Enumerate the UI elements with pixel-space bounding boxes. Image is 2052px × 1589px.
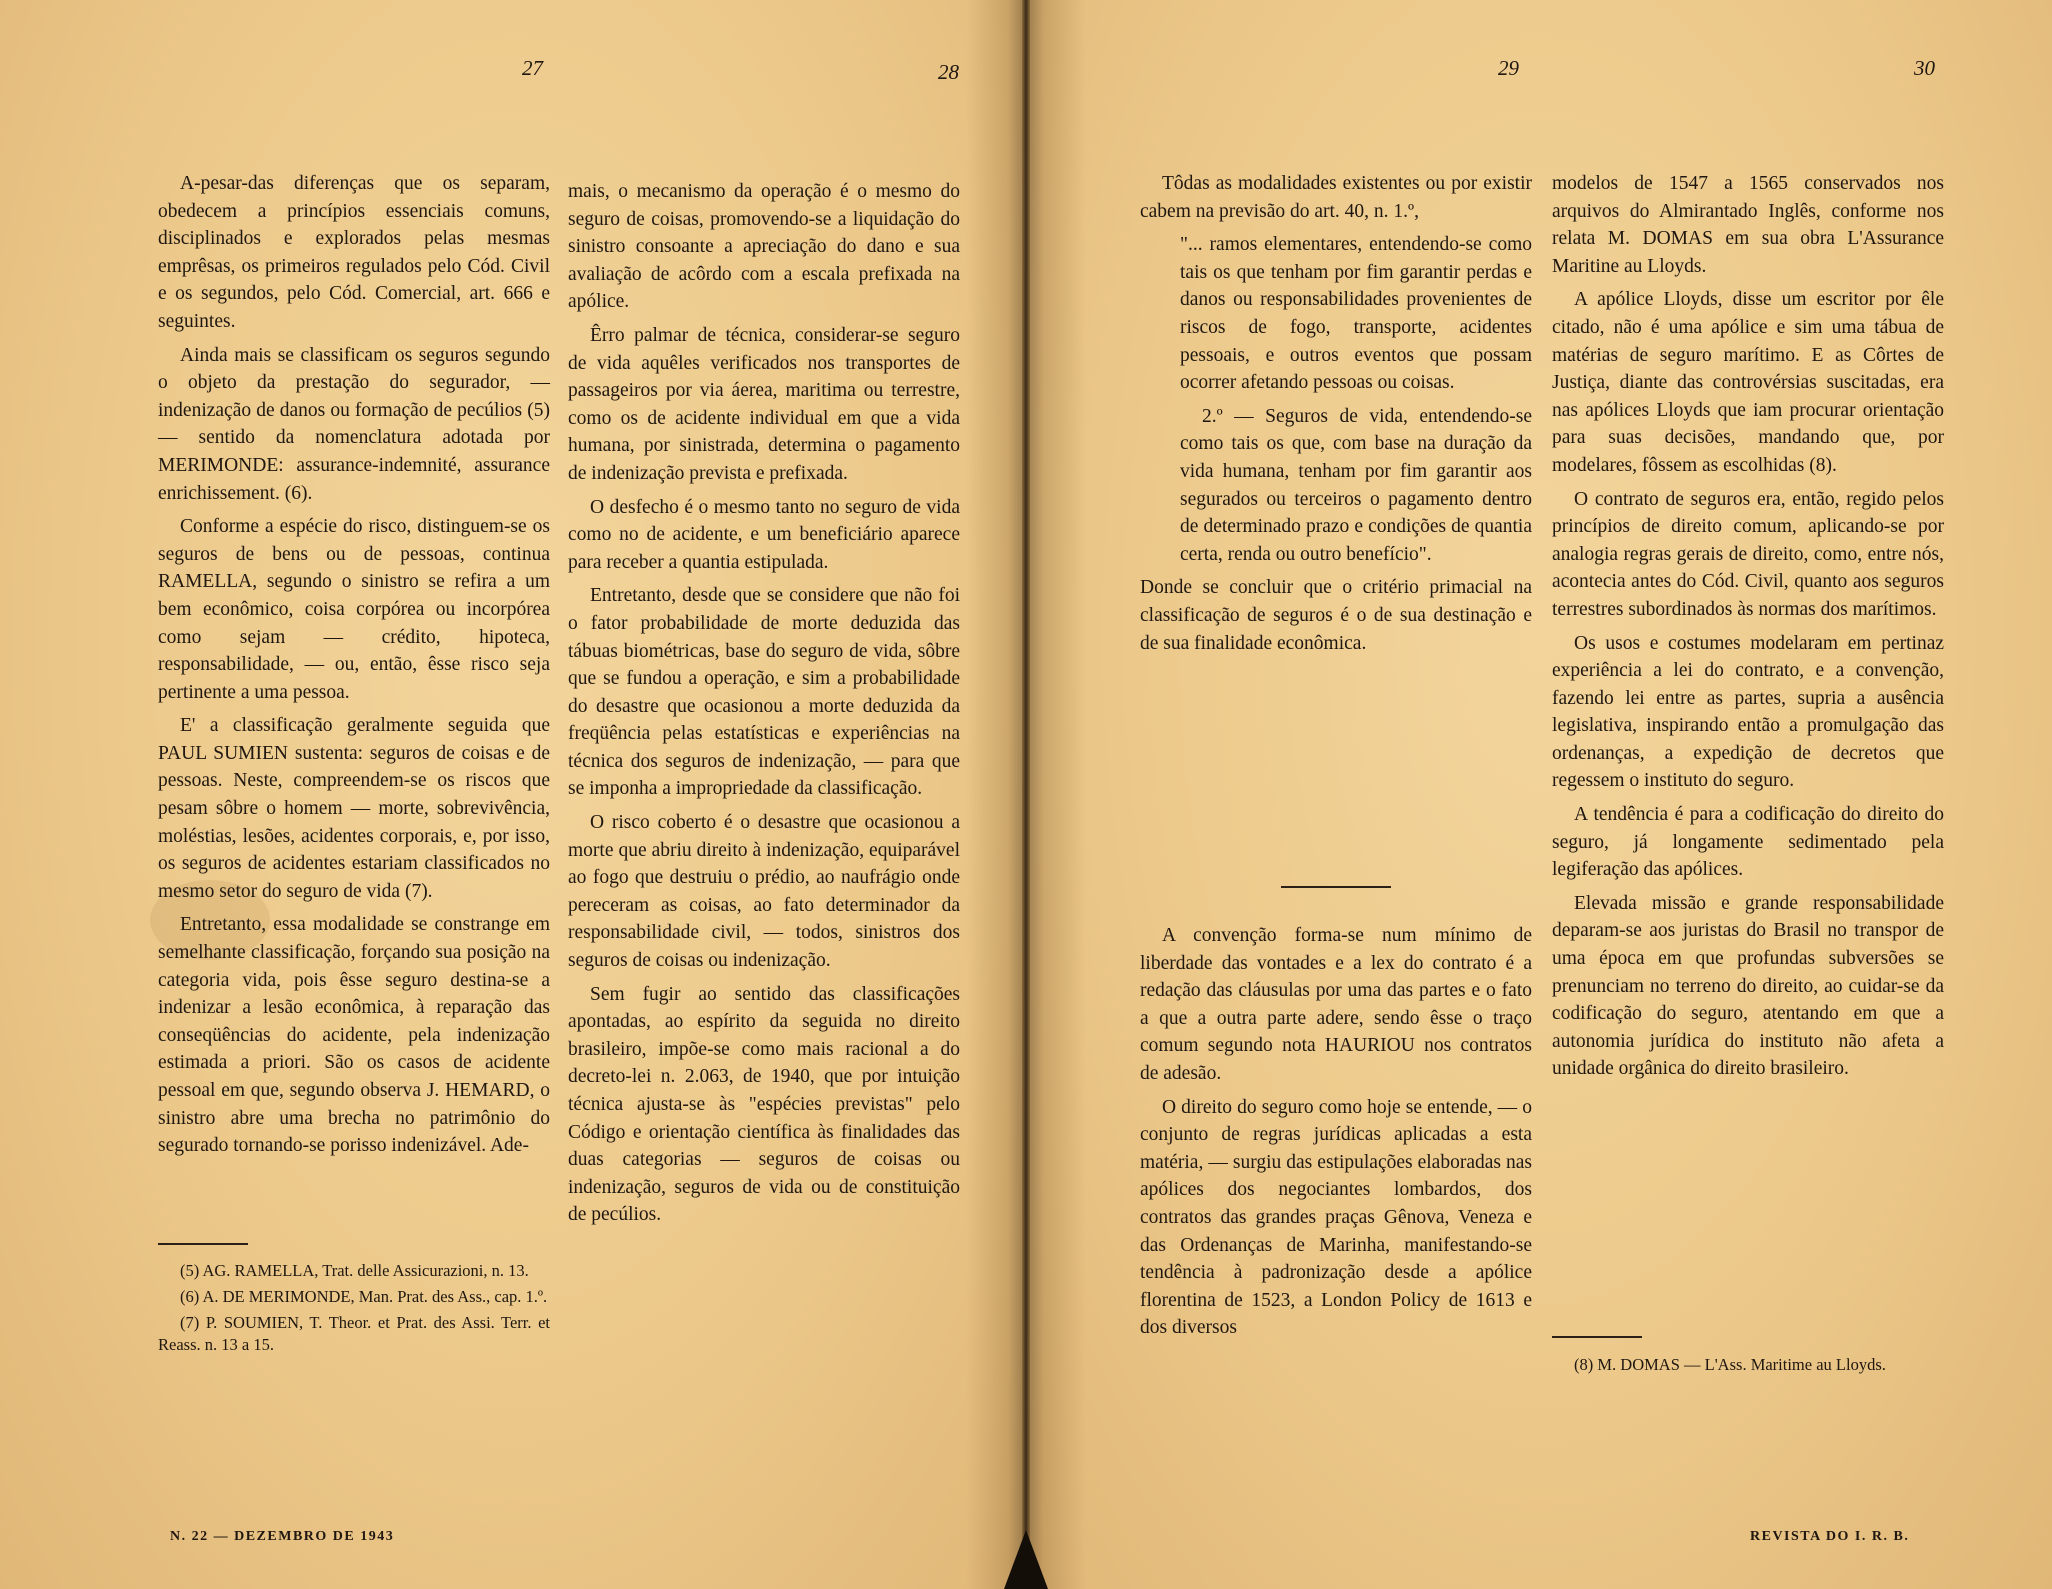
footnotes-page-30 — [1552, 1354, 1944, 1380]
paragraph: Tôdas as modalidades existentes ou por existir cabem na previsão do art. 40, n. 1.º, — [1140, 173, 1532, 222]
paragraph: A tendência é para a codificação do direito do seguro, já longamente sedimentado pela legiferação das apólices. — [1552, 804, 1944, 881]
footnote-5: (5) AG. RAMELLA, Trat. delle Assicurazioni, n. 13. — [180, 1261, 529, 1280]
footnotes-page-27 — [158, 1260, 550, 1360]
paragraph: modelos de 1547 a 1565 conservados nos arquivos do Almirantado Inglês, conforme nos relata M. DOMAS em sua obra L'Assurance Maritine au Lloyds. — [1552, 173, 1944, 277]
paragraph: Sem fugir ao sentido das classificações apontadas, ao espírito da seguida no direito brasileiro, impõe-se como mais racional a do decreto-lei n. 2.063, de 1940, que por intuição técnica ajusta-se às "espécies previstas" pelo Código e orientação científica às finalidades das duas categorias — seguros de coisas ou indenização, seguros de vida ou de constituição de pecúlios. — [568, 983, 960, 1226]
paragraph: Ainda mais se classificam os seguros segundo o objeto da prestação do segurador, — indenização de danos ou formação de pecúlios (5) — sentido da nomenclatura adotada por MERIMONDE: assurance-indemnité, assurance enrichissement. (6). — [158, 344, 550, 504]
footnote-7: (7) P. SOUMIEN, T. Theor. et Prat. des Assi. Terr. et Reass. n. 13 a 15. — [158, 1313, 550, 1354]
paragraph: A convenção forma-se num mínimo de liberdade das vontades e a lex do contrato é a redação das cláusulas por uma das partes e o fato a que a outra parte adere, sendo êsse o traço comum segundo nota HAURIOU nos contratos de adesão. — [1140, 925, 1532, 1084]
section-rule — [1281, 886, 1391, 888]
page-number-27: 27 — [522, 56, 543, 80]
book-spine — [1022, 0, 1030, 1589]
paragraph: Êrro palmar de técnica, considerar-se seguro de vida aquêles verificados nos transportes de passageiros por via áerea, maritima ou terrestre, como os de acidente individual em que a vida humana, por sinistrada, determina o pagamento de indenização prevista e prefixada. — [568, 324, 960, 484]
footnote-rule — [158, 1243, 248, 1245]
paragraph: O direito do seguro como hoje se entende, — o conjunto de regras jurídicas aplicadas a esta matéria, — surgiu das estipulações elaboradas nas apólices dos negociantes lombardos, dos contratos das grandes praças Gênova, Veneza e das Ordenanças de Marinha, manifestando-se tendência à padronização desde a apólice florentina de 1523, a London Policy de 1613 e dos diversos — [1140, 1096, 1532, 1339]
paragraph: O contrato de seguros era, então, regido pelos princípios de direito comum, aplicando-se por analogia regras gerais de direito, como, entre nós, acontecia antes do Cód. Civil, quanto aos seguros terrestres subordinados às normas dos marítimos. — [1552, 488, 1944, 620]
page-number-29: 29 — [1498, 56, 1519, 80]
right-page — [1026, 0, 2052, 1589]
column-page-27 — [158, 170, 550, 1166]
quote-paragraph: 2.º — Seguros de vida, entendendo-se como tais os que, com base na duração da vida humana, tenham por fim garantir aos segurados ou terceiros o pagamento dentro de determinado prazo e condições de quantia certa, renda ou outro benefício". — [1180, 405, 1532, 565]
paragraph: O risco coberto é o desastre que ocasionou a morte que abriu direito à indenização, equiparável ao fogo que destruiu o prédio, ao naufrágio onde pereceram as coisas, ao fato determinador da responsabilidade civil, — todos, sinistros dos seguros de coisas ou indenização. — [568, 812, 960, 972]
paragraph: Conforme a espécie do risco, distinguem-se os seguros de bens ou de pessoas, continua RAMELLA, segundo o sinistro se refira a um bem econômico, coisa corpórea ou incorpórea como sejam — crédito, hipoteca, responsabilidade, — ou, então, êsse risco seja pertinente a uma pessoa. — [158, 516, 550, 703]
column-page-29 — [1140, 170, 1532, 663]
page-number-30: 30 — [1914, 56, 1935, 80]
gutter-shadow — [1026, 0, 1086, 1589]
footer-issue: N. 22 — DEZEMBRO DE 1943 — [170, 1529, 395, 1544]
column-page-28 — [568, 178, 960, 1235]
quotation — [1180, 231, 1532, 568]
paragraph: Donde se concluir que o critério primacial na classificação de seguros é o de sua destinação e de sua finalidade econômica. — [1140, 577, 1532, 654]
footer-journal: REVISTA DO I. R. B. — [1750, 1529, 1910, 1544]
footnote-8: (8) M. DOMAS — L'Ass. Maritime au Lloyds. — [1574, 1355, 1886, 1374]
column-page-30 — [1552, 170, 1944, 1089]
paragraph: A apólice Lloyds, disse um escritor por êle citado, não é uma apólice e sim uma tábua de matérias de seguro marítimo. E as Côrtes de Justiça, diante das controvérsias suscitadas, era nas apólices Lloyds que iam procurar orientação para suas decisões, mandando que, por modelares, fôssem as escolhidas (8). — [1552, 289, 1944, 476]
page-number-28: 28 — [938, 60, 959, 84]
paragraph: Entretanto, desde que se considere que não foi o fator probabilidade de morte deduzida das tábuas biométricas, base do seguro de vida, sôbre que se fundou a operação, e sim a probabilidade do desastre que ocasionou a morte deduzida da freqüência pelas estatísticas e experiências na técnica dos seguros de indenização, — para que se imponha a impropriedade da classificação. — [568, 585, 960, 800]
paragraph: E' a classificação geralmente seguida que PAUL SUMIEN sustenta: seguros de coisas e de pessoas. Neste, compreendem-se os riscos que pesam sôbre o homem — morte, sobrevivência, moléstias, lesões, acidentes corporais, e, por isso, os seguros de acidentes estariam classificados no mesmo setor do seguro de vida (7). — [158, 715, 550, 902]
paragraph: A-pesar-das diferenças que os separam, obedecem a princípios essenciais comuns, disciplinados e explorados pelas mesmas emprêsas, os primeiros regulados pelo Cód. Civil e os segundos, pelo Cód. Comercial, art. 666 e seguintes. — [158, 173, 550, 332]
footnote-rule — [1552, 1336, 1642, 1338]
paragraph: Os usos e costumes modelaram em pertinaz experiência a lei do contrato, e a convenção, fazendo lei entre as partes, supria a ausência legislativa, inspirando então a promulgação das ordenanças, a expedição de decretos que regessem o instituto do seguro. — [1552, 632, 1944, 792]
quote-paragraph: "... ramos elementares, entendendo-se como tais os que tenham por fim garantir perdas e danos ou responsabilidades provenientes de riscos de fogo, transporte, acidentes pessoais, e outros eventos que possam ocorrer afetando pessoas ou coisas. — [1180, 234, 1532, 394]
paragraph: O desfecho é o mesmo tanto no seguro de vida como no de acidente, e um beneficiário aparece para receber a quantia estipulada. — [568, 496, 960, 573]
paragraph: mais, o mecanismo da operação é o mesmo do seguro de coisas, promovendo-se a liquidação do sinistro consoante a apreciação do dano e sua avaliação de acôrdo com a escala prefixada na apólice. — [568, 181, 960, 313]
column-page-29-continued — [1140, 922, 1532, 1348]
paragraph: Elevada missão e grande responsabilidade deparam-se aos juristas do Brasil no transpor de uma época em que profundas subversões se prenunciam no terreno do direito, ao cuidar-se da codificação do seguro, atentando em que a autonomia jurídica do instituto não afeta a unidade orgânica do direito brasileiro. — [1552, 892, 1944, 1080]
gutter-shadow — [966, 0, 1026, 1589]
paragraph: Entretanto, essa modalidade se constrange em semelhante classificação, forçando sua posição na categoria vida, pois êsse seguro destina-se a indenizar a lesão econômica, à reparação das conseqüências do acidente, pela indenização estimada a priori. São os casos de acidente pessoal em que, segundo observa J. HEMARD, o sinistro abre uma brecha no patrimônio do segurado tornando-se porisso indenizável. Ade- — [158, 914, 550, 1157]
footnote-6: (6) A. DE MERIMONDE, Man. Prat. des Ass., cap. 1.º. — [180, 1287, 548, 1306]
